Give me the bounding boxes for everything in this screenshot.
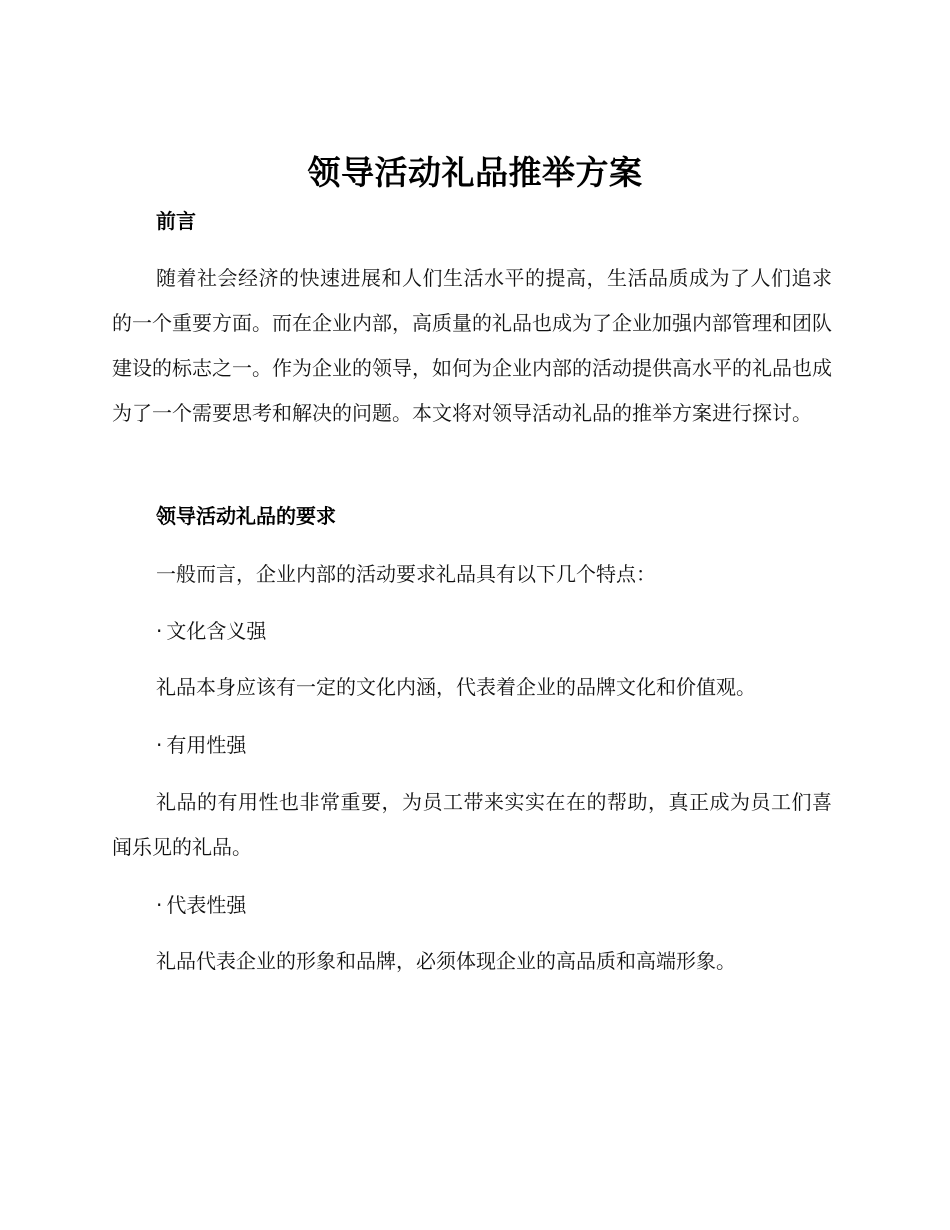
bullet-marker: ·	[156, 893, 163, 917]
requirements-intro: 一般而言，企业内部的活动要求礼品具有以下几个特点：	[156, 562, 656, 586]
bullet-item-title: 有用性强	[166, 733, 247, 757]
bullet-item	[156, 617, 266, 645]
bullet-item-title: 代表性强	[166, 893, 247, 917]
document-title: 领导活动礼品推举方案	[307, 153, 643, 192]
bullet-item-description: 礼品本身应该有一定的文化内涵，代表着企业的品牌文化和价值观。	[156, 675, 756, 699]
preface-paragraph: 随着社会经济的快速进展和人们生活水平的提高，生活品质成为了人们追求的一个重要方面。而在企业内部，高质量的礼品也成为了企业加强内部管理和团队建设的标志之一。作为企业的领导，如何为企业内部的活动提供高水平的礼品也成为了一个需要思考和解决的问题。本文将对领导活动礼品的推举方案进行探讨。	[112, 266, 832, 425]
bullet-item	[156, 731, 246, 759]
bullet-marker: ·	[156, 733, 163, 757]
section-heading-requirements: 领导活动礼品的要求	[156, 504, 336, 528]
bullet-item-description: 礼品的有用性也非常重要，为员工带来实实在在的帮助，真正成为员工们喜闻乐见的礼品。	[112, 790, 832, 859]
bullet-marker: ·	[156, 619, 163, 643]
bullet-item-title: 文化含义强	[166, 619, 267, 643]
bullet-item-description: 礼品代表企业的形象和品牌，必须体现企业的高品质和高端形象。	[156, 949, 736, 973]
section-heading-preface: 前言	[156, 209, 196, 233]
bullet-item	[156, 891, 246, 919]
